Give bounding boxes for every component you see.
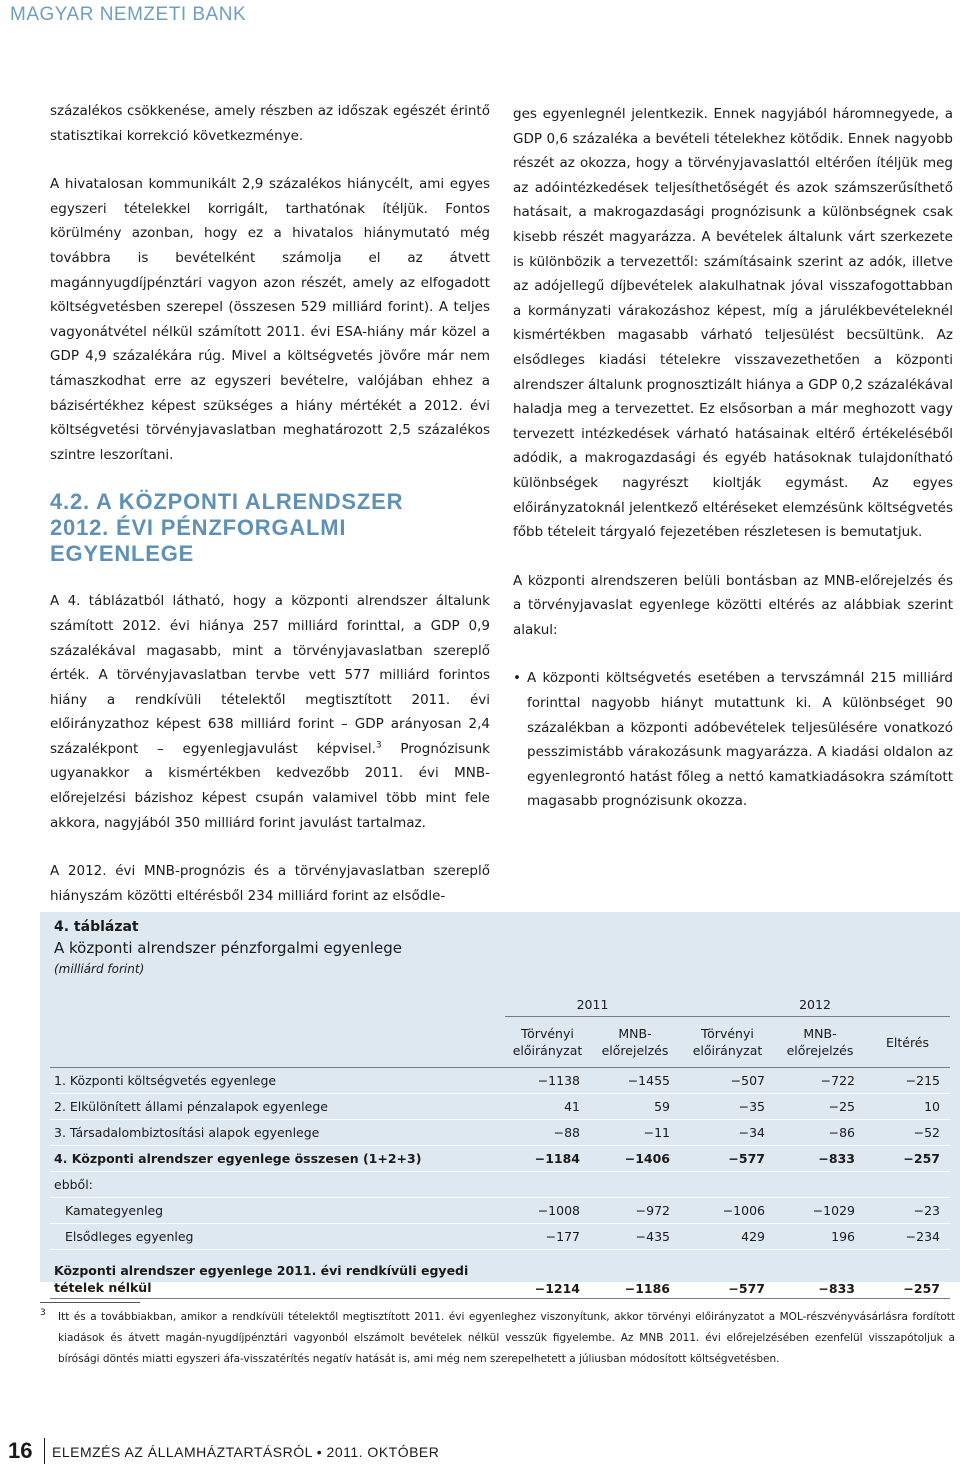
footnote-number: 3 xyxy=(40,1308,46,1318)
table-row: 4. Központi alrendszer egyenlege összesen (1+2+3) −1184 −1406 −577 −833 −257 xyxy=(50,1146,950,1172)
paragraph: A hivatalosan kommunikált 2,9 százalékos hiánycélt, ami egyes egyszeri tételekkel korrigált, tarthatónak ítéljük. Fontos körülmény azonban, hogy ez a hivatalos hiánymutató még továbbra is bevételként számolja el az átvett magánnyugdíjpénztári vagyon azon részét, amely az elfogadott költségvetésben szerepel (összesen 529 milliárd forint). A teljes vagyonátvétel nélkül számított 2011. évi ESA-hiány már közel a GDP 4,9 százalékára rúg. Mivel a költségvetés jövőre már nem támaszkodhat erre az egyszeri bevételre, valójában ehhez a bázisértékhez képest szükséges a hiány mértékét a 2012. évi költségvetési törvényjavaslatban meghatározott 2,5 százalékos szintre leszorítani. xyxy=(50,176,490,463)
brand-header: MAGYAR NEMZETI BANK xyxy=(10,4,247,25)
table-panel xyxy=(40,912,960,1296)
table-row: ebből: xyxy=(50,1172,950,1198)
column-header: Eltérés xyxy=(865,1017,950,1068)
column-header: Törvényi előirányzat xyxy=(505,1017,590,1068)
table-row: 2. Elkülönített állami pénzalapok egyenlege 41 59 −35 −25 10 xyxy=(50,1094,950,1120)
section-heading-line: 2012. ÉVI PÉNZFORGALMI EGYENLEGE xyxy=(50,515,347,567)
left-column xyxy=(50,99,490,908)
footnote xyxy=(40,1307,955,1370)
table-row: 1. Központi költségvetés egyenlege −1138 −1455 −507 −722 −215 xyxy=(50,1068,950,1094)
page-number: 16 xyxy=(8,1438,33,1463)
paragraph: ges egyenlegnél jelentkezik. Ennek nagyjából háromnegyede, a GDP 0,6 százaléka a bevételi tételekhez kötődik. Ennek nagyobb részét az okozza, hogy a törvényjavaslattól eltérően ítéljük meg az adóintézkedések teljesíthetőségét és azok számszerűsíthető hatásait, a makrogazdasági prognózisunk a különbségnek csak kisebb részét magyarázza. A bevételek általunk várt szerkezete is különbözik a tervezettől: számításaink szerint az adók, illetve az adójellegű díjbevételek alakulhatnak jóval visszafogottabban a kormányzati várakozáshoz képest, míg a járulékbevételeknél kismértékben magasabb várható teljesülést becsültünk. Az elsődleges kiadási tételekre visszavezethetően a központi alrendszer általunk prognosztizált hiánya a GDP 0,2 százalékával haladja meg a tervezettet. Ez elsősorban a már meghozott vagy tervezett intézkedések várható hatásainak eltérő értékeléséből adódik, a makrogazdasági és egyéb hatásoknak tulajdonítható különbségek nagyrészt kioltják egymást. Az egyes előirányzatoknál jelentkező eltéréseket elemzésünk költségvetés főbb tételeit tárgyaló fejezetében részletesen is bemutatjuk. xyxy=(513,106,953,541)
right-column xyxy=(513,102,953,814)
year-header: 2012 xyxy=(680,992,950,1017)
paragraph: százalékos csökkenése, amely részben az időszak egészét érintő statisztikai korrekció következménye. xyxy=(50,103,490,144)
footnote-divider xyxy=(40,1302,140,1303)
footnote-ref[interactable]: 3 xyxy=(375,740,382,751)
table-unit: (milliárd forint) xyxy=(54,962,145,976)
table-title: A központi alrendszer pénzforgalmi egyenlege xyxy=(54,939,402,957)
data-table xyxy=(50,992,950,1299)
paragraph xyxy=(50,589,490,835)
page-footer-title: ELEMZÉS AZ ÁLLAMHÁZTARTÁSRÓL • 2011. OKTÓBER xyxy=(52,1444,440,1460)
paragraph: A 2012. évi MNB-prognózis és a törvényjavaslatban szereplő hiányszám közötti eltérésből 234 milliárd forint az elsődle- xyxy=(50,863,490,904)
table-number: 4. táblázat xyxy=(54,919,139,935)
paragraph-text: Prognózisunk ugyanakkor a kismértékben kedvezőbb 2011. évi MNB-előrejelzési bázishoz képest csupán valamivel több mint fele akkora, nagyjából 350 milliárd forint javulást tartalmaz. xyxy=(50,740,490,831)
table-row: 3. Társadalombiztosítási alapok egyenlege −88 −11 −34 −86 −52 xyxy=(50,1120,950,1146)
table-row: Központi alrendszer egyenlege 2011. évi rendkívüli egyedi tételek nélkül −1214 −1186 −577 −833 −257 xyxy=(50,1250,950,1299)
bullet-list xyxy=(513,666,953,814)
paragraph-text: A 4. táblázatból látható, hogy a központi alrendszer általunk számított 2012. évi hiánya 257 milliárd forinttal, a GDP 0,9 százalékával magasabb, mint a törvényjavaslatban szereplő érték. A törvényjavaslatban tervbe vett 577 milliárd forintos hiány a rendkívüli tételektől megtisztított 2011. évi előirányzathoz képest 638 milliárd forint – GDP arányosan 2,4 százalékpont – egyenlegjavulást képvisel. xyxy=(50,593,490,757)
section-heading-line: 4.2. A KÖZPONTI ALRENDSZER xyxy=(50,489,404,515)
footer-divider xyxy=(44,1438,45,1464)
column-header: MNB-előrejelzés xyxy=(590,1017,680,1068)
table-header xyxy=(54,918,402,978)
year-header: 2011 xyxy=(505,992,680,1017)
footnote-text: Itt és a továbbiakban, amikor a rendkívüli tételektől megtisztított 2011. évi egyenleghez viszonyítunk, akkor törvényi előirányzatot a MOL-részvényvásárlásra fordított kiadások és átvett magán-nyugdíjpénztári vagyonból elszámolt bevételek nélkül vesszük figyelembe. Az MNB 2011. évi előrejelzésében ezenfelül visszapótoljuk a bírósági döntés miatti egyszeri áfa-visszatérítés negatív hatását is, ami még nem szerepelhetett a júliusban módosított költségvetésben. xyxy=(58,1311,955,1365)
column-header: Törvényi előirányzat xyxy=(680,1017,775,1068)
paragraph: A központi alrendszeren belüli bontásban az MNB-előrejelzés és a törvényjavaslat egyenlege közötti eltérés az alábbiak szerint alakul: xyxy=(513,572,953,638)
table-row: Elsődleges egyenleg −177 −435 429 196 −234 xyxy=(50,1224,950,1250)
table-row: Kamategyenleg −1008 −972 −1006 −1029 −23 xyxy=(50,1198,950,1224)
column-header: MNB-előrejelzés xyxy=(775,1017,865,1068)
list-item: • A központi költségvetés esetében a tervszámnál 215 milliárd forinttal nagyobb hiányt mutattunk ki. A különbséget 90 százalékban a központi adóbevételek teljesülésére vonatkozó pesszimistább várakozásunk magyarázza. A kiadási oldalon az egyenlegrontó hatást főleg a nettó kamatkiadásokra számított magasabb prognózisunk okozza. xyxy=(513,666,953,814)
section-heading xyxy=(50,489,490,567)
